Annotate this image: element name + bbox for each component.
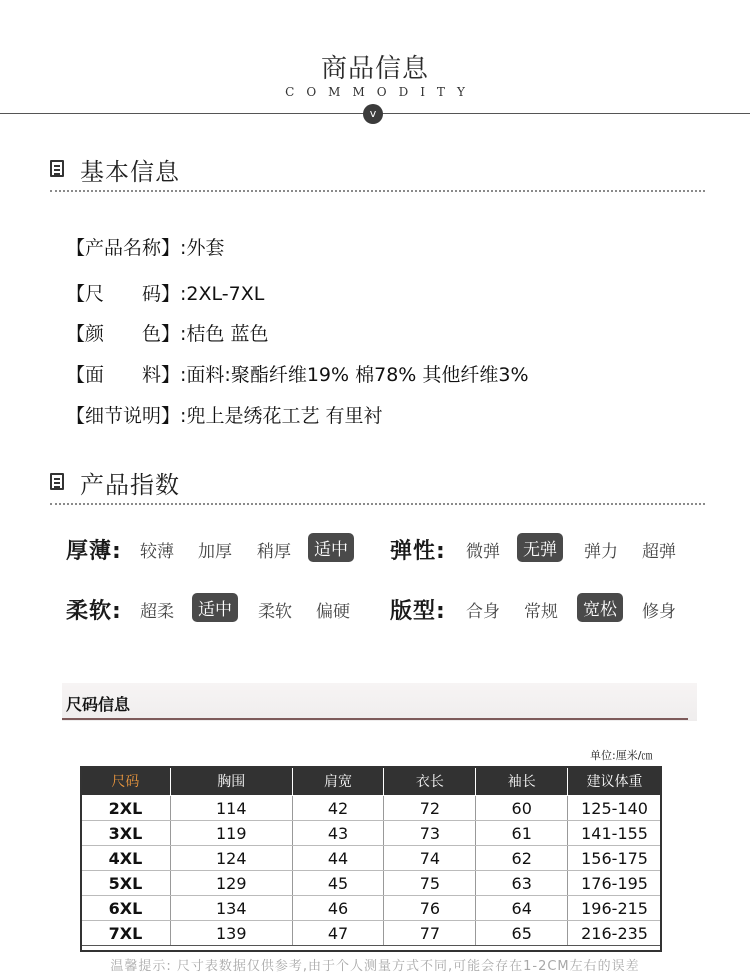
index-option: 常规 xyxy=(524,602,558,622)
table-row xyxy=(81,921,662,946)
index-option-selected: 宽松 xyxy=(577,593,623,622)
table-row xyxy=(81,846,662,871)
info-row-size: 【 尺 码 】:2XL-7XL xyxy=(66,283,265,305)
table-header-cell: 尺码 xyxy=(81,767,171,796)
table-cell: 139 xyxy=(170,921,292,946)
table-cell: 77 xyxy=(384,921,476,946)
table-cell: 43 xyxy=(292,821,384,846)
index-option-selected: 适中 xyxy=(192,593,238,622)
size-note: 温馨提示: 尺寸表数据仅供参考,由于个人测量方式不同,可能会存在1-2CM左右的误差 xyxy=(110,959,640,973)
table-cell: 64 xyxy=(476,896,568,921)
index-option: 超柔 xyxy=(140,602,174,622)
table-cell: 73 xyxy=(384,821,476,846)
table-header-cell: 建议体重 xyxy=(568,767,662,796)
table-row xyxy=(81,796,662,821)
table-header-cell: 衣长 xyxy=(384,767,476,796)
table-cell: 46 xyxy=(292,896,384,921)
table-cell: 42 xyxy=(292,796,384,821)
product-index-title: 产品指数 xyxy=(80,471,180,499)
table-header-cell: 袖长 xyxy=(476,767,568,796)
table-cell: 196-215 xyxy=(568,896,662,921)
table-cell: 129 xyxy=(170,871,292,896)
index-key-fit: 版型: xyxy=(390,599,446,624)
table-header-cell: 胸围 xyxy=(170,767,292,796)
table-cell: 60 xyxy=(476,796,568,821)
index-option-selected: 无弹 xyxy=(517,533,563,562)
table-cell: 7XL xyxy=(81,921,171,946)
info-row-fabric: 【 面 料 】:面料:聚酯纤维19% 棉78% 其他纤维3% xyxy=(66,364,529,386)
info-row-color: 【 颜 色 】:桔色 蓝色 xyxy=(66,323,269,345)
table-cell: 114 xyxy=(170,796,292,821)
table-cell: 76 xyxy=(384,896,476,921)
index-option: 加厚 xyxy=(198,542,232,562)
table-cell: 61 xyxy=(476,821,568,846)
index-option: 偏硬 xyxy=(316,602,350,622)
index-option: 弹力 xyxy=(584,542,618,562)
size-table xyxy=(80,766,662,946)
table-cell: 62 xyxy=(476,846,568,871)
table-cell: 141-155 xyxy=(568,821,662,846)
document-icon xyxy=(50,473,64,490)
size-info-title: 尺码信息 xyxy=(66,695,131,714)
index-option: 合身 xyxy=(466,602,500,622)
table-cell: 176-195 xyxy=(568,871,662,896)
table-cell: 75 xyxy=(384,871,476,896)
table-cell: 74 xyxy=(384,846,476,871)
index-key-elasticity: 弹性: xyxy=(390,539,446,564)
table-header-cell: 肩宽 xyxy=(292,767,384,796)
index-key-softness: 柔软: xyxy=(66,599,122,624)
index-option: 稍厚 xyxy=(257,542,291,562)
table-row xyxy=(81,871,662,896)
table-header-row xyxy=(81,767,662,796)
table-cell: 45 xyxy=(292,871,384,896)
table-cell: 5XL xyxy=(81,871,171,896)
index-key-thickness: 厚薄: xyxy=(66,539,122,564)
table-cell: 216-235 xyxy=(568,921,662,946)
table-cell: 63 xyxy=(476,871,568,896)
table-cell: 65 xyxy=(476,921,568,946)
table-cell: 134 xyxy=(170,896,292,921)
table-cell: 119 xyxy=(170,821,292,846)
table-cell: 124 xyxy=(170,846,292,871)
table-cell: 156-175 xyxy=(568,846,662,871)
index-option: 柔软 xyxy=(258,602,292,622)
dotted-divider xyxy=(50,503,705,505)
table-cell: 72 xyxy=(384,796,476,821)
table-cell: 44 xyxy=(292,846,384,871)
document-icon xyxy=(50,160,64,177)
table-cell: 3XL xyxy=(81,821,171,846)
basic-info-title: 基本信息 xyxy=(80,158,180,186)
chevron-down-icon: v xyxy=(363,104,383,124)
table-cell: 125-140 xyxy=(568,796,662,821)
table-cell: 47 xyxy=(292,921,384,946)
page-title: 商品信息 xyxy=(320,54,429,84)
unit-label: 单位:厘米/㎝ xyxy=(590,749,653,762)
page-subtitle: COMMODITY xyxy=(285,85,477,99)
index-option: 超弹 xyxy=(642,542,676,562)
info-row-details: 【细节说明】:兜上是绣花工艺 有里衬 xyxy=(66,405,383,427)
table-cell: 6XL xyxy=(81,896,171,921)
size-info-banner xyxy=(62,683,697,721)
dotted-divider xyxy=(50,190,705,192)
index-option: 修身 xyxy=(642,602,676,622)
size-info-underline xyxy=(62,718,688,720)
index-option-selected: 适中 xyxy=(308,533,354,562)
table-cell: 4XL xyxy=(81,846,171,871)
index-option: 较薄 xyxy=(140,542,174,562)
info-row-name: 【产品名称】:外套 xyxy=(66,237,225,259)
table-row xyxy=(81,821,662,846)
table-row xyxy=(81,896,662,921)
index-option: 微弹 xyxy=(466,542,500,562)
table-cell: 2XL xyxy=(81,796,171,821)
